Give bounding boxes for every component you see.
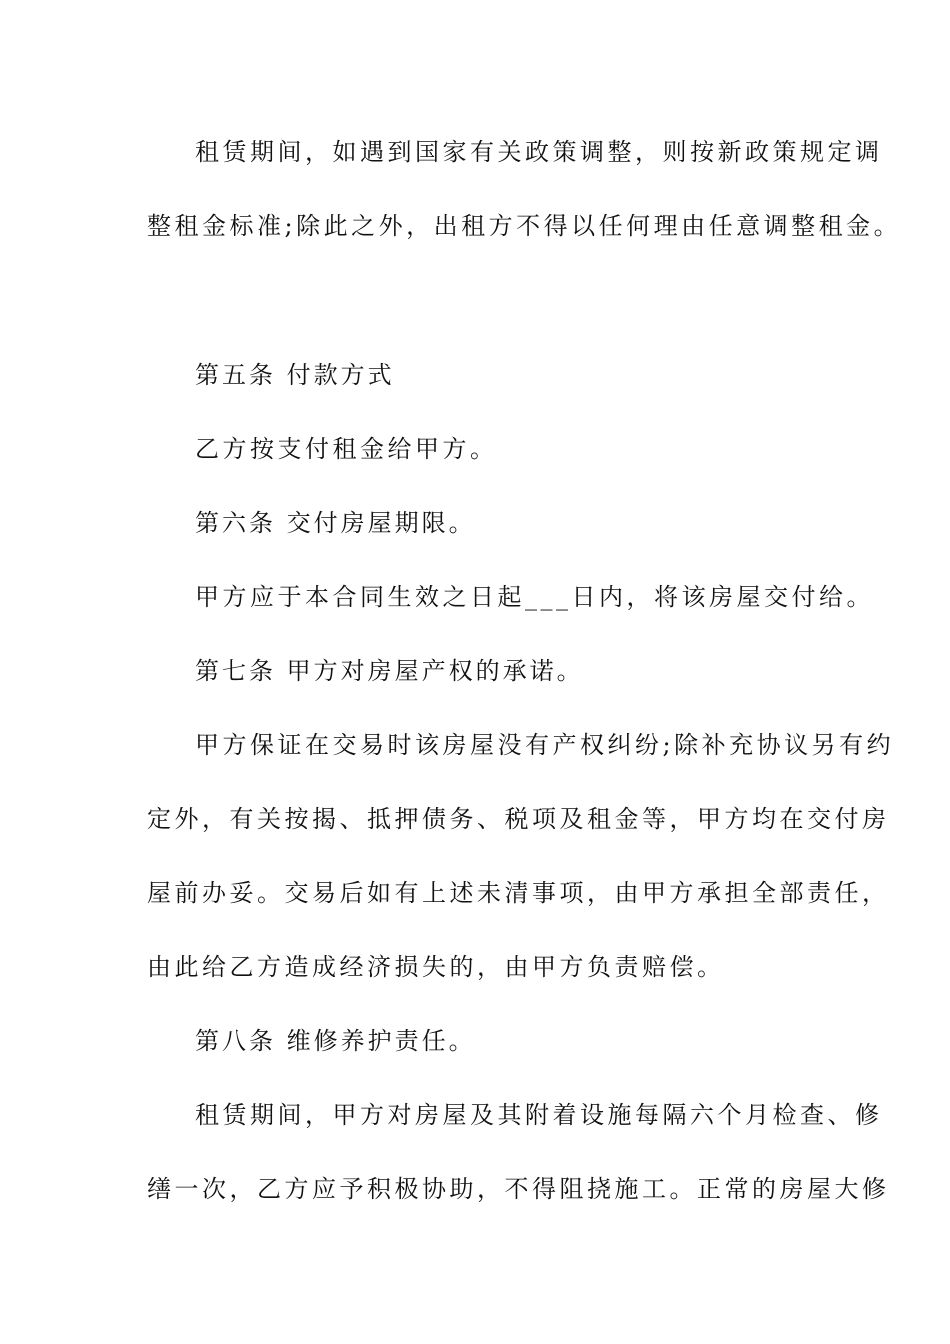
article-heading-6: 第六条 交付房屋期限。 (195, 509, 476, 537)
paragraph-line: 屋前办妥。交易后如有上述未清事项，由甲方承担全部责任， (147, 879, 890, 907)
paragraph-line: 租赁期间，甲方对房屋及其附着设施每隔六个月检查、修 (195, 1101, 883, 1129)
article-heading-7: 第七条 甲方对房屋产权的承诺。 (195, 657, 584, 685)
article-heading-8: 第八条 维修养护责任。 (195, 1027, 476, 1055)
paragraph-line: 租赁期间，如遇到国家有关政策调整，则按新政策规定调 (195, 138, 883, 166)
paragraph-line: 由此给乙方造成经济损失的，由甲方负责赔偿。 (147, 953, 725, 981)
paragraph-line: 甲方应于本合同生效之日起___日内，将该房屋交付给。 (195, 583, 874, 611)
paragraph-line: 乙方按支付租金给甲方。 (195, 435, 498, 463)
paragraph-line: 整租金标准;除此之外，出租方不得以任何理由任意调整租金。 (147, 212, 902, 240)
article-heading-5: 第五条 付款方式 (195, 361, 395, 389)
paragraph-line: 定外，有关按揭、抵押债务、税项及租金等，甲方均在交付房 (147, 805, 890, 833)
paragraph-line: 甲方保证在交易时该房屋没有产权纠纷;除补充协议另有约 (195, 731, 895, 759)
paragraph-line: 缮一次，乙方应予积极协助，不得阻挠施工。正常的房屋大修 (147, 1175, 890, 1203)
